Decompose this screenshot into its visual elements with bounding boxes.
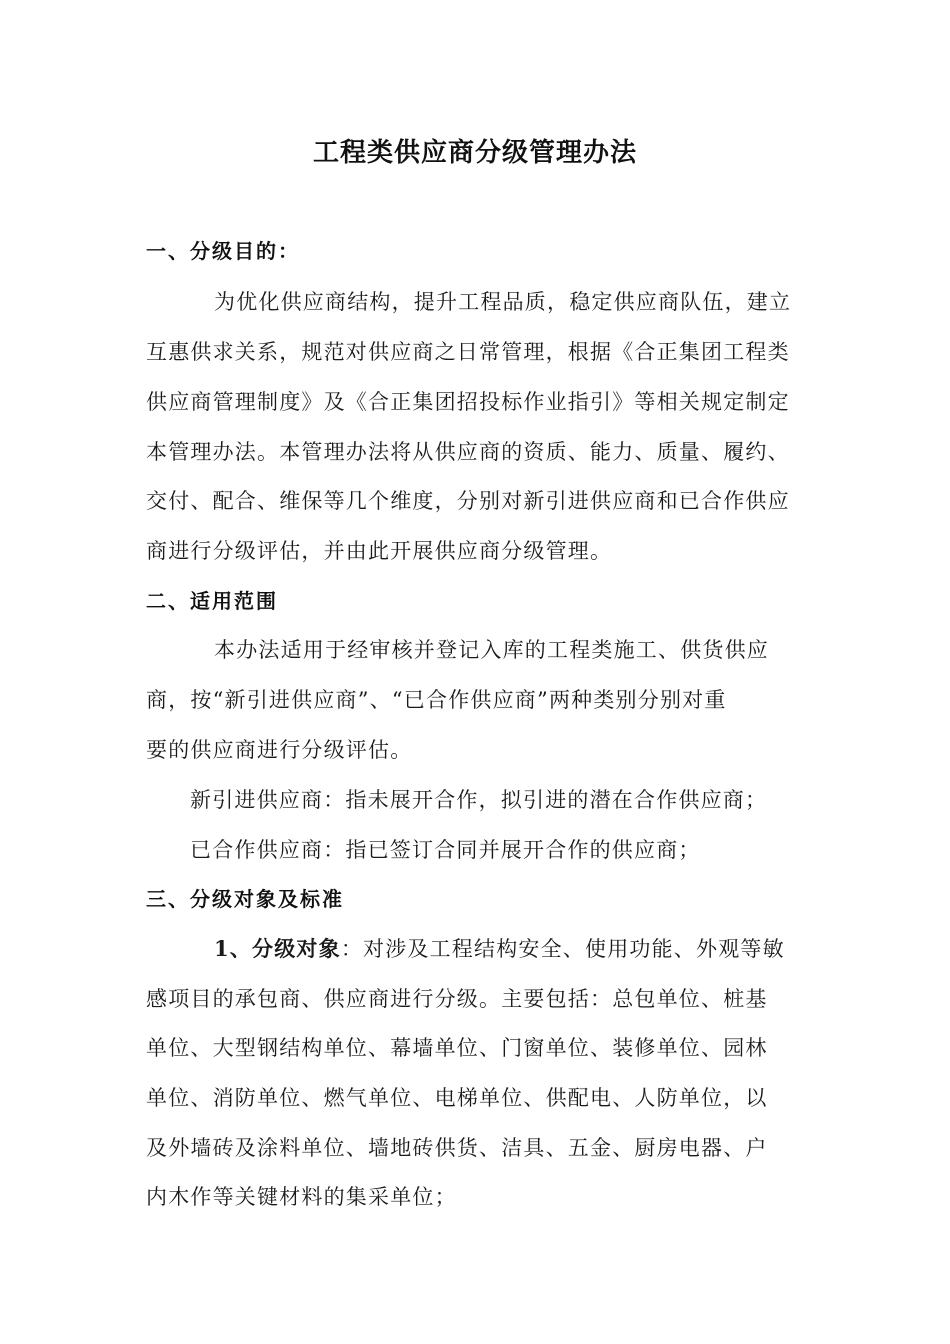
paragraph-line: 供应商管理制度》及《合正集团招投标作业指引》等相关规定制定 [146, 390, 790, 414]
section-heading-purpose: 一、分级目的： [146, 239, 300, 263]
paragraph-line: 为优化供应商结构，提升工程品质，稳定供应商队伍，建立 [214, 290, 792, 314]
paragraph-line: 本管理办法。本管理办法将从供应商的资质、能力、质量、履约、 [146, 440, 790, 464]
paragraph-line: 单位、消防单位、燃气单位、电梯单位、供配电、人防单位，以 [146, 1086, 768, 1110]
paragraph-line: 交付、配合、维保等几个维度，分别对新引进供应商和已合作供应 [146, 489, 790, 513]
section-heading-objects-standards: 三、分级对象及标准 [146, 887, 344, 911]
section-heading-scope: 二、适用范围 [146, 589, 278, 613]
item-1-text: ：对涉及工程结构安全、使用功能、外观等敏 [340, 937, 785, 961]
paragraph-line: 单位、大型钢结构单位、幕墙单位、门窗单位、装修单位、园林 [146, 1036, 768, 1060]
paragraph-line: 要的供应商进行分级评估。 [146, 738, 413, 762]
paragraph-line: 感项目的承包商、供应商进行分级。主要包括：总包单位、桩基 [146, 987, 768, 1011]
document-title: 工程类供应商分级管理办法 [312, 138, 637, 168]
paragraph-line: 商进行分级评估，并由此开展供应商分级管理。 [146, 539, 613, 563]
item-1-line [214, 934, 785, 964]
paragraph-line: 内木作等关键材料的集采单位； [146, 1185, 457, 1209]
paragraph-line: 及外墙砖及涂料单位、墙地砖供货、洁具、五金、厨房电器、户 [146, 1136, 768, 1160]
paragraph-line: 商，按“新引进供应商”、“已合作供应商”两种类别分别对重 [146, 688, 727, 712]
paragraph-line: 本办法适用于经审核并登记入库的工程类施工、供货供应 [214, 638, 769, 662]
definition-existing-supplier: 已合作供应商：指已签订合同并展开合作的供应商； [190, 838, 701, 862]
paragraph-line: 互惠供求关系，规范对供应商之日常管理，根据《合正集团工程类 [146, 340, 790, 364]
definition-new-supplier: 新引进供应商：指未展开合作，拟引进的潜在合作供应商； [190, 788, 768, 812]
item-1-label: 1、分级对象 [214, 936, 341, 961]
